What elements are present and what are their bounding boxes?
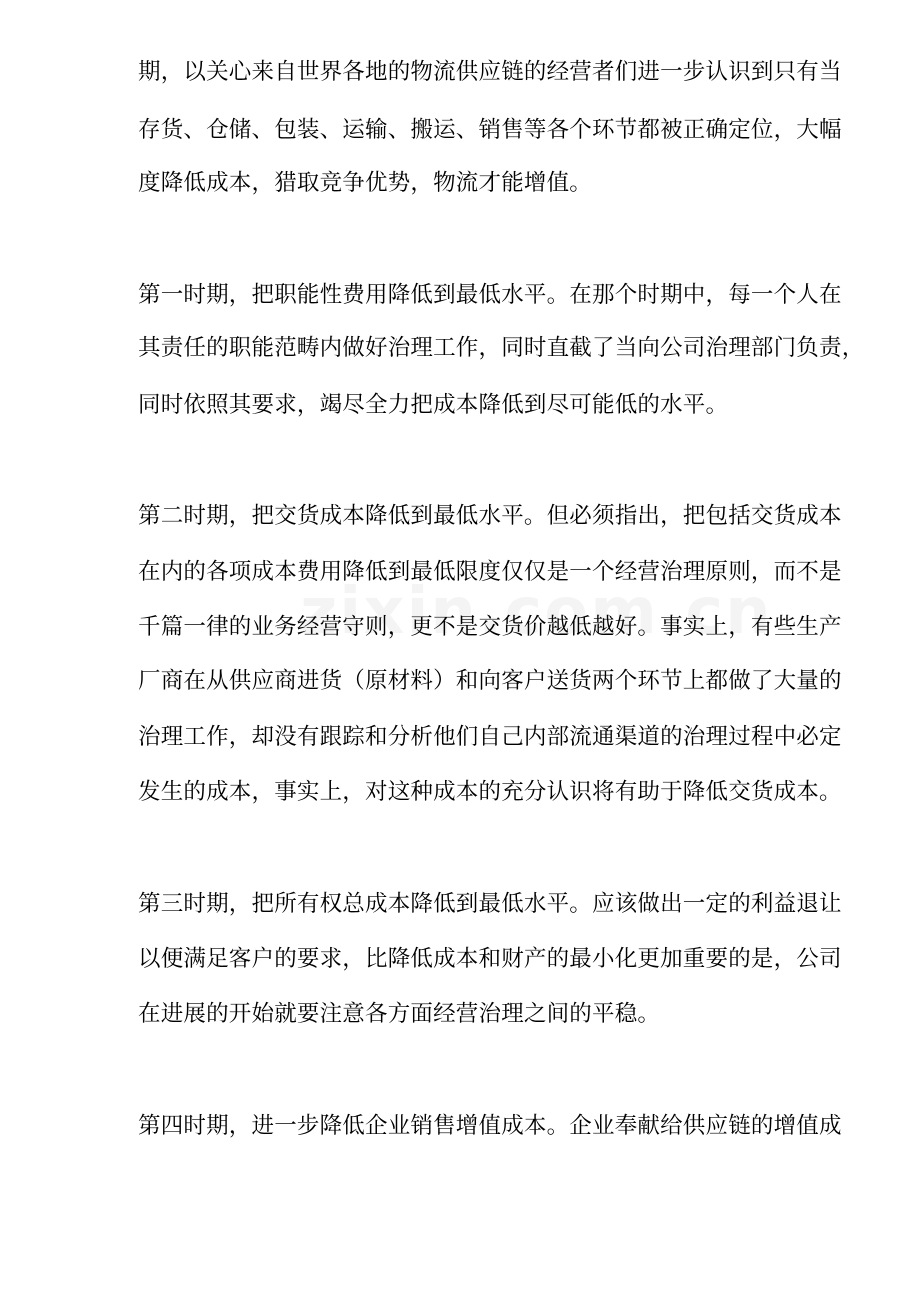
paragraph-1-line-2: 存货、仓储、包装、运输、搬运、销售等各个环节都被正确定位，大幅: [138, 117, 842, 143]
paragraph-2-line-2: 其责任的职能范畴内做好治理工作，同时直截了当向公司治理部门负责，: [138, 335, 865, 361]
paragraph-4-line-2: 以便满足客户的要求，比降低成本和财产的最小化更加重要的是，公司: [138, 946, 842, 972]
paragraph-5-line-1: 第四时期，进一步降低企业销售增值成本。企业奉献给供应链的增值成: [138, 1113, 842, 1139]
paragraph-4-line-1: 第三时期，把所有权总成本降低到最低水平。应该做出一定的利益退让: [138, 891, 842, 917]
paragraph-1-line-3: 度降低成本，猎取竞争优势，物流才能增值。: [138, 170, 593, 196]
paragraph-2-line-3: 同时依照其要求，竭尽全力把成本降低到尽可能低的水平。: [138, 392, 729, 418]
paragraph-3-line-2: 在内的各项成本费用降低到最低限度仅仅是一个经营治理原则，而不是: [138, 559, 842, 585]
paragraph-3-line-6: 发生的成本，事实上，对这种成本的充分认识将有助于降低交货成本。: [138, 779, 842, 805]
paragraph-3-line-5: 治理工作，却没有跟踪和分析他们自己内部流通渠道的治理过程中必定: [138, 724, 842, 750]
paragraph-2-line-1: 第一时期，把职能性费用降低到最低水平。在那个时期中，每一个人在: [138, 282, 842, 308]
paragraph-4-line-3: 在进展的开始就要注意各方面经营治理之间的平稳。: [138, 1001, 661, 1027]
paragraph-3-line-3: 千篇一律的业务经营守则，更不是交货价越低越好。事实上，有些生产: [138, 614, 842, 640]
paragraph-3-line-4: 厂商在从供应商进货（原材料）和向客户送货两个环节上都做了大量的: [138, 668, 842, 694]
paragraph-1-line-1: 期，以关心来自世界各地的物流供应链的经营者们进一步认识到只有当: [138, 59, 842, 85]
paragraph-3-line-1: 第二时期，把交货成本降低到最低水平。但必须指出，把包括交货成本: [138, 503, 842, 529]
